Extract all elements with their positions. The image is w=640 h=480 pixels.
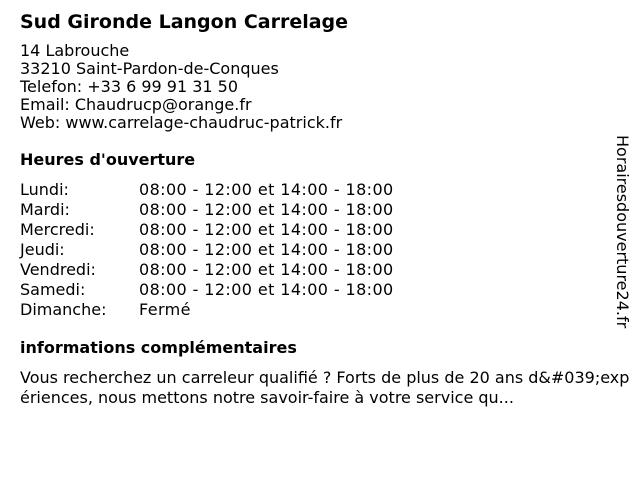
hours-row (20, 220, 610, 240)
time-value: 08:00 - 12:00 et 14:00 - 18:00 (139, 260, 394, 279)
email-address: Email: Chaudrucp@orange.fr (20, 95, 252, 114)
day-label: Vendredi: (20, 260, 96, 279)
day-label: Dimanche: (20, 300, 107, 319)
phone-number: Telefon: +33 6 99 91 31 50 (20, 77, 239, 96)
hours-row (20, 260, 610, 280)
hours-row (20, 180, 610, 200)
hours-heading: Heures d'ouverture (20, 150, 196, 169)
day-label: Jeudi: (20, 240, 65, 259)
address-line-2: 33210 Saint-Pardon-de-Conques (20, 59, 279, 78)
time-value: 08:00 - 12:00 et 14:00 - 18:00 (139, 280, 394, 299)
time-value: 08:00 - 12:00 et 14:00 - 18:00 (139, 240, 394, 259)
day-label: Samedi: (20, 280, 86, 299)
hours-row (20, 240, 610, 260)
address-line-1: 14 Labrouche (20, 41, 130, 60)
info-text: Vous recherchez un carreleur qualifié ? Forts de plus de 20 ans d&#039;expériences, nous mettons notre savoir-faire à votre service qu... (20, 368, 630, 407)
info-heading: informations complémentaires (20, 338, 297, 357)
website: Web: www.carrelage-chaudruc-patrick.fr (20, 113, 343, 132)
hours-row (20, 200, 610, 220)
time-value: 08:00 - 12:00 et 14:00 - 18:00 (139, 180, 394, 199)
hours-row (20, 300, 610, 320)
day-label: Mardi: (20, 200, 70, 219)
watermark-text: Horairesdouverture24.fr (613, 135, 632, 329)
time-value: Fermé (139, 300, 191, 319)
day-label: Mercredi: (20, 220, 95, 239)
business-name: Sud Gironde Langon Carrelage (20, 11, 349, 33)
time-value: 08:00 - 12:00 et 14:00 - 18:00 (139, 200, 394, 219)
hours-table (20, 180, 610, 320)
day-label: Lundi: (20, 180, 69, 199)
hours-row (20, 280, 610, 300)
time-value: 08:00 - 12:00 et 14:00 - 18:00 (139, 220, 394, 239)
